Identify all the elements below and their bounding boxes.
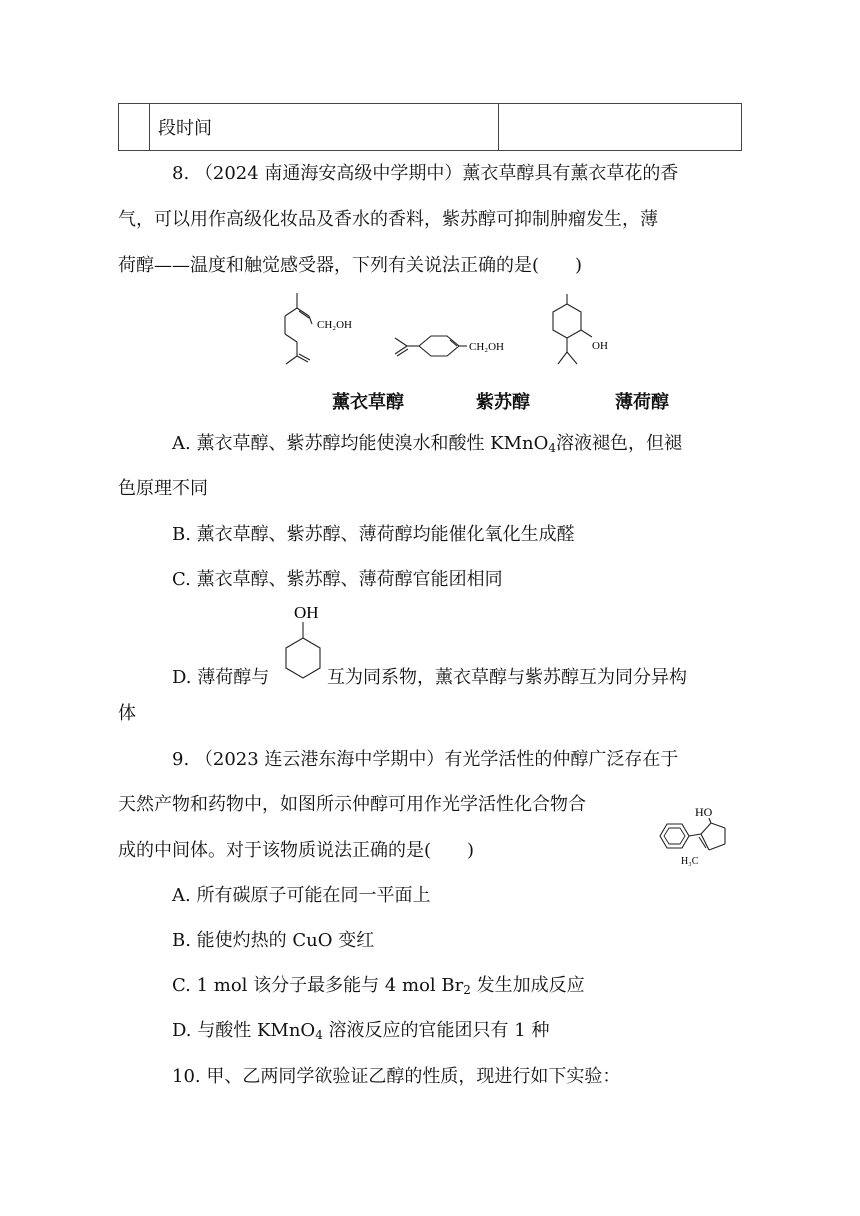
q9-stem-line3: 成的中间体。对于该物质说法正确的是( ) [118, 840, 475, 861]
q8-option-d-line2: 体 [118, 703, 136, 724]
menthol-group-label: OH [592, 340, 608, 352]
q8-option-d-pre: D. 薄荷醇与 [172, 667, 270, 688]
cyclohexanol-oh-label: OH [294, 603, 319, 622]
q9-option-c: C. 1 mol 该分子最多能与 4 mol $Br_2$ 发生加成反应 [172, 975, 585, 997]
q8-option-b: B. 薰衣草醇、紫苏醇、薄荷醇均能催化氧化生成醛 [172, 524, 575, 545]
q8-option-d-post: 互为同系物，薰衣草醇与紫苏醇互为同分异构 [327, 667, 687, 688]
lavandulol-group-label: CH₂OH [317, 319, 353, 331]
table-cell-empty [119, 104, 150, 151]
menthol-structure [553, 294, 592, 364]
q9-stem-line2: 天然产物和药物中，如图所示仲醇可用作光学活性化合物合 [118, 794, 586, 815]
structure-name-lavandulol: 薰衣草醇 [332, 392, 404, 413]
q8-stem-line2: 气，可以用作高级化妆品及香水的香料，紫苏醇可抑制肿瘤发生，薄 [118, 209, 658, 230]
structure-name-menthol: 薄荷醇 [615, 392, 669, 413]
q8-option-a-line1: A. 薰衣草醇、紫苏醇均能使溴水和酸性 KMnO$_4$溶液褪色，但褪 [172, 433, 683, 455]
q8-structures-figure [280, 290, 620, 370]
q9-secondary-alcohol-structure [655, 796, 753, 868]
perillyl-alcohol-structure [395, 336, 467, 356]
structure-name-perillyl-alcohol: 紫苏醇 [476, 392, 530, 413]
q8-option-c: C. 薰衣草醇、紫苏醇、薄荷醇官能团相同 [172, 569, 503, 590]
table-row [119, 104, 742, 151]
perillyl-group-label: CH₂OH [469, 341, 505, 353]
cyclohexanol-structure [282, 600, 326, 686]
table-cell-empty [499, 104, 742, 151]
lavandulol-structure [285, 293, 312, 364]
q10-stem-line1: 10. 甲、乙两同学欲验证乙醇的性质，现进行如下实验： [172, 1066, 621, 1087]
q9-option-d: D. 与酸性 KMnO$_4$ 溶液反应的官能团只有 1 种 [172, 1020, 550, 1042]
table-fragment [118, 103, 742, 151]
q8-stem-line1: 8. （2024 南通海安高级中学期中）薰衣草醇具有薰衣草花的香 [172, 163, 679, 184]
q9-option-b: B. 能使灼热的 CuO 变红 [172, 930, 375, 951]
table-cell: 段时间 [150, 104, 499, 151]
q9-stem-line1: 9. （2023 连云港东海中学期中）有光学活性的仲醇广泛存在于 [172, 749, 679, 770]
q9-structure-methyl-label: H₃C [681, 856, 699, 867]
q9-option-a: A. 所有碳原子可能在同一平面上 [172, 885, 431, 906]
q9-structure-ho-label: HO [695, 805, 713, 819]
q8-option-a-line2: 色原理不同 [118, 478, 208, 499]
q8-stem-line3: 荷醇——温度和触觉感受器，下列有关说法正确的是( ) [118, 255, 583, 276]
